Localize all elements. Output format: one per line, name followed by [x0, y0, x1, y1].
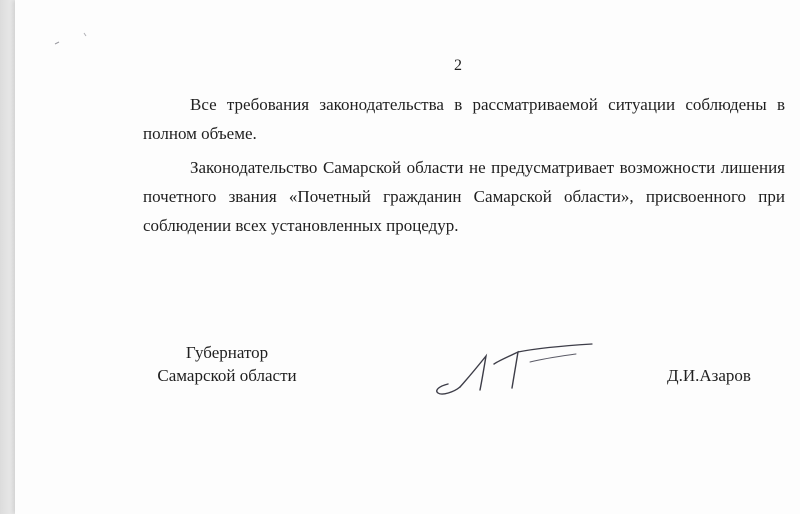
signatory-title	[147, 341, 307, 387]
page-number: 2	[454, 57, 462, 74]
scan-speck-marks	[53, 30, 93, 50]
signatory-name: Д.И.Азаров	[667, 366, 751, 385]
document-page	[15, 0, 800, 514]
scan-left-edge	[0, 0, 15, 514]
paragraph-legislation: Законодательство Самарской области не предусматривает возможности лишения почетного звания «Почетный гражданин Самарской области», присвоенного при соблюдении всех установленных процедур.	[143, 158, 785, 235]
paragraph-requirements: Все требования законодательства в рассматриваемой ситуации соблюдены в полном объеме.	[143, 95, 785, 143]
handwritten-signature	[420, 340, 600, 400]
signatory-title-line-1: Губернатор	[185, 343, 269, 362]
signatory-title-line-2: Самарской области	[157, 366, 297, 385]
